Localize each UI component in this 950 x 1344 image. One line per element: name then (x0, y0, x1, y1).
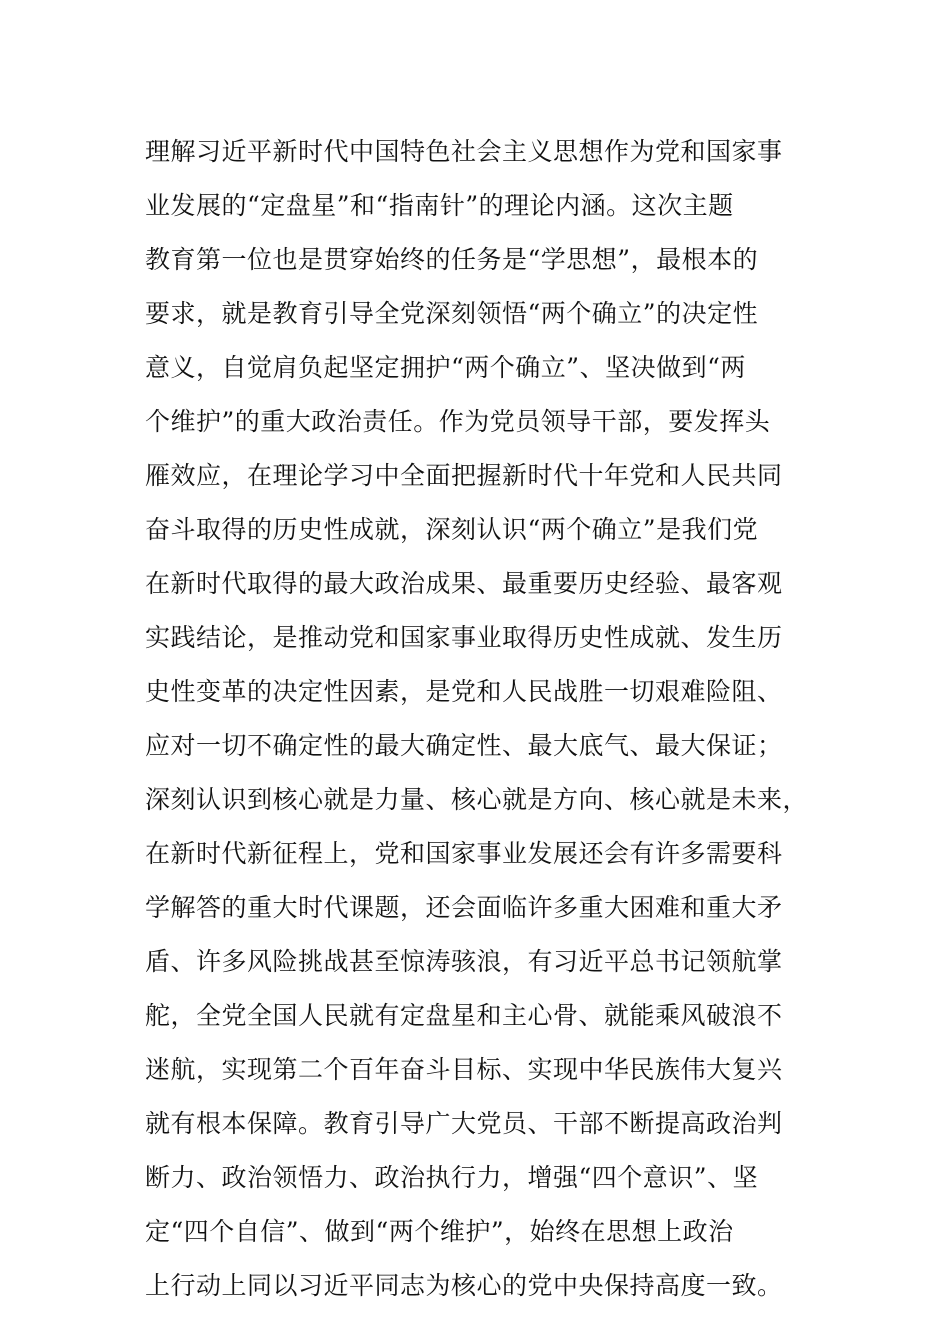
text-line: 盾、许多风险挑战甚至惊涛骇浪，有习近平总书记领航掌 (145, 947, 783, 976)
text-line: 奋斗取得的历史性成就，深刻认识“两个确立”是我们党 (145, 515, 759, 544)
text-line: 个维护”的重大政治责任。作为党员领导干部，要发挥头 (145, 407, 771, 436)
text-line: 业发展的“定盘星”和“指南针”的理论内涵。这次主题 (145, 191, 734, 220)
text-line: 史性变革的决定性因素，是党和人民战胜一切艰难险阻、 (145, 677, 783, 706)
text-line: 雁效应，在理论学习中全面把握新时代十年党和人民共同 (145, 461, 783, 490)
text-line: 理解习近平新时代中国特色社会主义思想作为党和国家事 (145, 137, 783, 166)
text-line: 迷航，实现第二个百年奋斗目标、实现中华民族伟大复兴 (145, 1055, 783, 1084)
text-line: 上行动上同以习近平同志为核心的党中央保持高度一致。 (145, 1271, 783, 1300)
body-paragraph (145, 125, 815, 1313)
text-line: 舵，全党全国人民就有定盘星和主心骨、就能乘风破浪不 (145, 1001, 783, 1030)
text-line: 学解答的重大时代课题，还会面临许多重大困难和重大矛 (145, 893, 783, 922)
text-line: 断力、政治领悟力、政治执行力，增强“四个意识”、坚 (145, 1163, 759, 1192)
text-line: 在新时代取得的最大政治成果、最重要历史经验、最客观 (145, 569, 783, 598)
text-line: 深刻认识到核心就是力量、核心就是方向、核心就是未来， (145, 785, 809, 814)
text-line: 教育第一位也是贯穿始终的任务是“学思想”，最根本的 (145, 245, 759, 274)
text-line: 定“四个自信”、做到“两个维护”，始终在思想上政治 (145, 1217, 734, 1246)
text-line: 要求，就是教育引导全党深刻领悟“两个确立”的决定性 (145, 299, 759, 328)
text-line: 在新时代新征程上，党和国家事业发展还会有许多需要科 (145, 839, 783, 868)
text-line: 意义，自觉肩负起坚定拥护“两个确立”、坚决做到“两 (145, 353, 746, 382)
text-line: 就有根本保障。教育引导广大党员、干部不断提高政治判 (145, 1109, 783, 1138)
text-line: 实践结论，是推动党和国家事业取得历史性成就、发生历 (145, 623, 783, 652)
text-line: 应对一切不确定性的最大确定性、最大底气、最大保证； (145, 731, 783, 760)
